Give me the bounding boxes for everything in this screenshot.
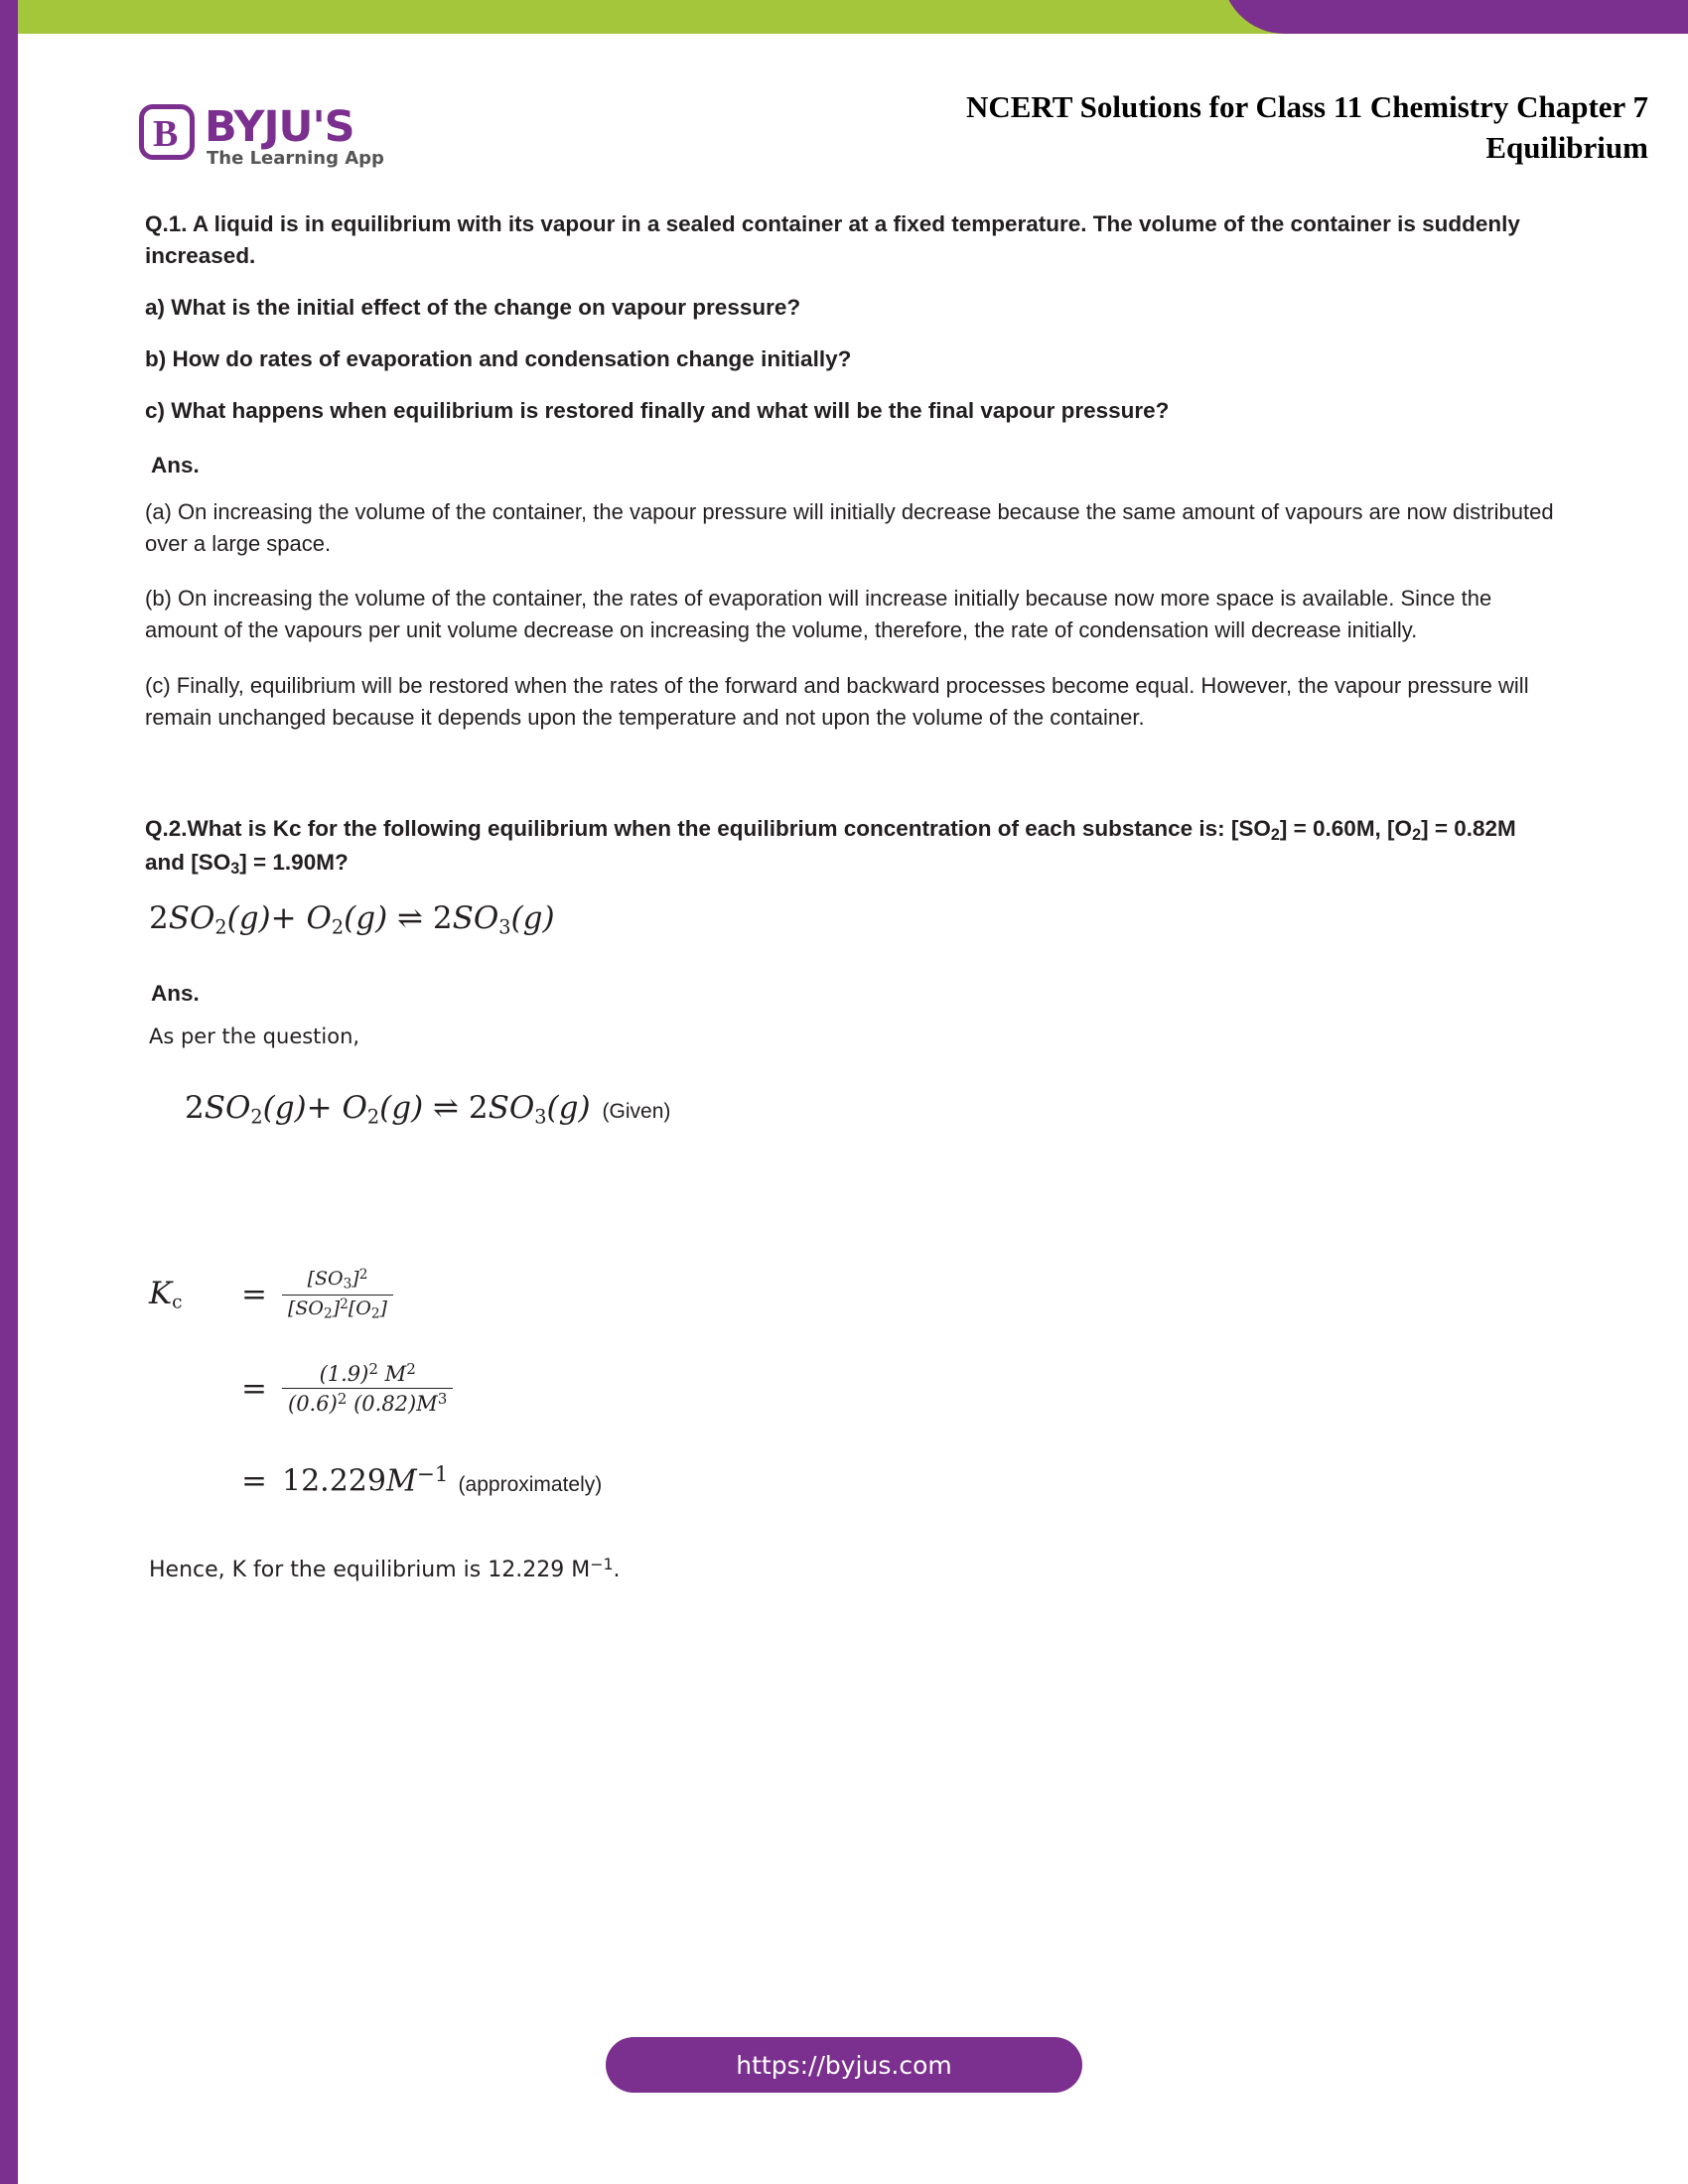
kc-result-approx-note: (approximately) bbox=[458, 1473, 603, 1496]
logo-b-letter: B bbox=[153, 113, 179, 155]
byjus-logo bbox=[139, 104, 437, 174]
eq-second-sub: 2 bbox=[331, 915, 345, 939]
section-spacer bbox=[145, 757, 1555, 813]
footer-url-link[interactable]: https://byjus.com bbox=[736, 2050, 952, 2080]
eq-rhs-species: SO bbox=[452, 900, 499, 937]
eq2-rhs-coeff: 2 bbox=[468, 1089, 489, 1126]
conclusion-text: Hence, K for the equilibrium is 12.229 M bbox=[149, 1558, 591, 1583]
question-2-stem-part2: ] = 0.60M, [O bbox=[1279, 816, 1413, 842]
eq2-lhs-coeff: 2 bbox=[185, 1089, 205, 1126]
eq-second-state: (g) bbox=[344, 900, 388, 937]
question-1-answer-c: (c) Finally, equilibrium will be restored when the rates of the forward and backward processes become equal. However, the vapour pressure will remain unchanged because it depends upon the temperature and not upon the volume of the container. bbox=[145, 673, 1529, 731]
eq2-lhs-sub: 2 bbox=[250, 1104, 263, 1128]
kc-result-exponent: −1 bbox=[416, 1462, 449, 1488]
eq-rhs-sub: 3 bbox=[498, 915, 511, 939]
question-2-stem-part3: ] = 0.82M and [SO bbox=[145, 816, 1516, 876]
footer-url-pill[interactable] bbox=[606, 2037, 1082, 2093]
eq2-rhs-sub: 3 bbox=[534, 1104, 547, 1128]
question-1-part-c: c) What happens when equilibrium is restored finally and what will be the final vapour pressure? bbox=[145, 397, 1170, 423]
eq-rhs-coeff: 2 bbox=[432, 900, 453, 937]
eq2-lhs-species: SO bbox=[204, 1089, 251, 1126]
document-body bbox=[145, 208, 1555, 1582]
eq2-given-note: (Given) bbox=[602, 1099, 671, 1123]
question-1-stem: Q.1. A liquid is in equilibrium with its vapour in a sealed container at a fixed temperature. The volume of the container is suddenly increased. bbox=[145, 211, 1520, 268]
eq-lhs-species: SO bbox=[168, 900, 215, 937]
eq2-arrow-icon: ⇌ bbox=[433, 1089, 460, 1126]
question-1-part-a: a) What is the initial effect of the change on vapour pressure? bbox=[145, 294, 801, 320]
question-1-ans-label: Ans. bbox=[151, 452, 200, 478]
eq2-second-sub: 2 bbox=[366, 1104, 380, 1128]
question-2-equation-given bbox=[185, 1090, 1555, 1128]
eq2-second-state: (g) bbox=[379, 1089, 424, 1126]
eq2-rhs-species: SO bbox=[488, 1089, 535, 1126]
kc-expression-row bbox=[149, 1267, 1555, 1322]
kc-numeric-denominator: $(0.6)^2$ $(0.82)M^3$ bbox=[282, 1388, 453, 1417]
question-2-as-per-line: As per the question, bbox=[149, 1024, 360, 1048]
brand-tagline: The Learning App bbox=[207, 148, 384, 169]
page-title-line2: Equilibrium bbox=[1485, 129, 1648, 165]
conclusion-exponent: −1 bbox=[590, 1555, 614, 1573]
question-2-stem: Q.2.What is Kc for the following equilibrium when the equilibrium concentration of each substance is: $[SO_2] = 0.60M$, $[O_2] = 0.82M$ and $[SO_3] = 1.90M$? bbox=[145, 816, 1516, 879]
equation-spacer bbox=[145, 1128, 1555, 1267]
eq-plus: + bbox=[270, 900, 297, 937]
page-title bbox=[655, 87, 1648, 169]
eq-rhs-state: (g) bbox=[510, 900, 555, 937]
page-title-line1: NCERT Solutions for Class 11 Chemistry Chapter 7 bbox=[965, 89, 1648, 124]
eq-lhs-state: (g) bbox=[226, 900, 271, 937]
eq-lhs-sub: 2 bbox=[214, 915, 227, 939]
question-2-conclusion bbox=[149, 1555, 1555, 1582]
question-2-ans-label: Ans. bbox=[151, 980, 200, 1006]
eq2-second-species: O bbox=[342, 1089, 367, 1126]
question-1-part-b: b) How do rates of evaporation and condensation change initially? bbox=[145, 345, 852, 371]
kc-result-number: 12.229 bbox=[282, 1464, 386, 1499]
kc-result-value bbox=[282, 1462, 602, 1499]
kc-numeric-equals-sign: = bbox=[241, 1370, 267, 1407]
eq-second-species: O bbox=[306, 900, 332, 937]
conclusion-period: . bbox=[613, 1558, 621, 1583]
top-decorative-band bbox=[0, 0, 1688, 34]
purple-band bbox=[1221, 0, 1688, 34]
left-purple-rail-inner bbox=[0, 34, 18, 2184]
kc-result-equals-sign: = bbox=[241, 1462, 267, 1499]
kc-numeric-fraction bbox=[282, 1360, 453, 1417]
kc-fraction bbox=[282, 1267, 393, 1322]
kc-numeric-numerator: $(1.9)^2$ $M^2$ bbox=[319, 1360, 416, 1386]
kc-numeric-row bbox=[149, 1360, 1555, 1417]
eq-arrow-icon: ⇌ bbox=[397, 900, 424, 937]
brand-name: BYJU'S bbox=[205, 102, 354, 152]
question-1-answer-b: (b) On increasing the volume of the container, the rates of evaporation will increase initially because now more space is available. Since the amount of the vapours per unit volume decrease on increasing the volume, therefore, the rate of condensation will decrease initially. bbox=[145, 586, 1492, 643]
kc-symbol: $K_c$ bbox=[149, 1276, 183, 1313]
eq2-rhs-state: (g) bbox=[546, 1089, 591, 1126]
kc-equals-sign: = bbox=[241, 1277, 267, 1313]
logo-b-mark-icon bbox=[139, 104, 195, 160]
question-2-stem-part4: ] = 1.90M? bbox=[239, 850, 349, 876]
kc-result-row bbox=[149, 1462, 1555, 1499]
question-2-equation bbox=[149, 900, 1555, 938]
kc-result-unit: M bbox=[385, 1464, 417, 1499]
eq2-plus: + bbox=[306, 1089, 333, 1126]
kc-denominator: $[SO_2]^2[O_2]$ bbox=[282, 1295, 393, 1323]
question-2-stem-part1: Q.2.What is Kc for the following equilibrium when the equilibrium concentration of each substance is: [SO bbox=[145, 816, 1271, 842]
eq-lhs-coeff: 2 bbox=[149, 900, 169, 937]
kc-numerator: $[SO_3]^2$ bbox=[307, 1266, 368, 1293]
eq2-lhs-state: (g) bbox=[262, 1089, 307, 1126]
question-1-answer-a: (a) On increasing the volume of the container, the vapour pressure will initially decrease because the same amount of vapours are now distributed over a large space. bbox=[145, 498, 1554, 556]
